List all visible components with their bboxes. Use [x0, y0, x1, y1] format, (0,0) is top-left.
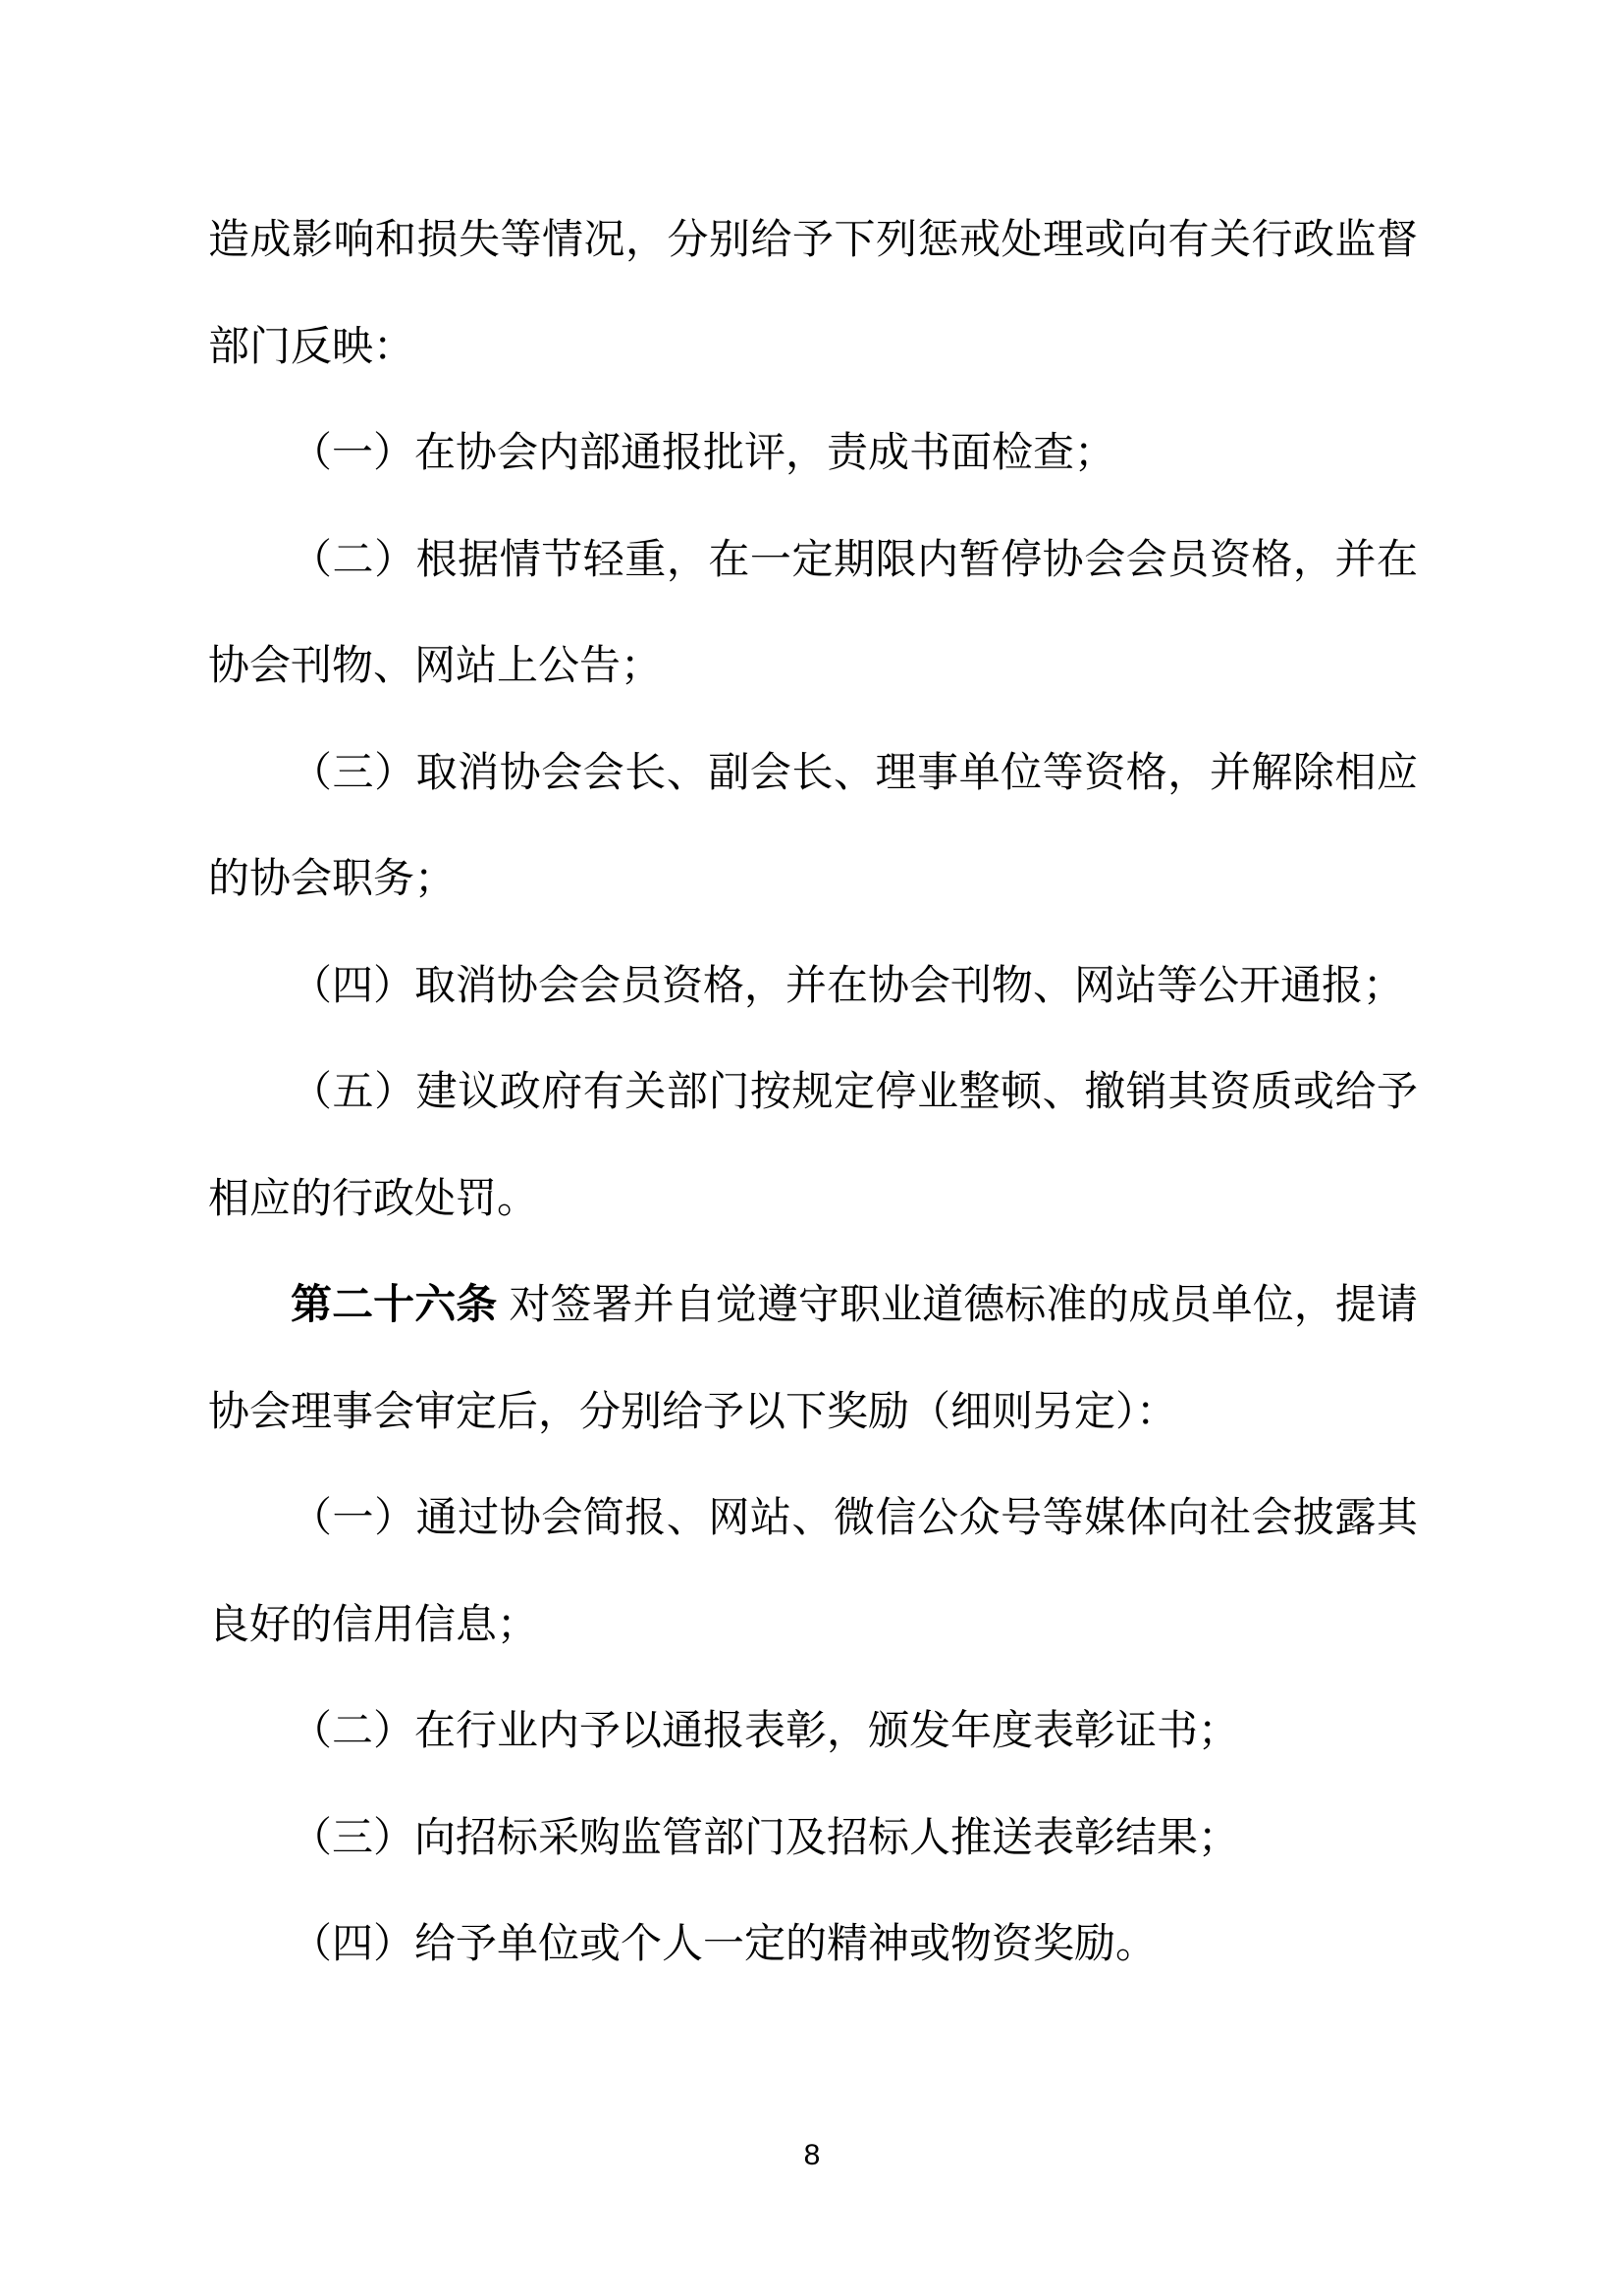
text-line: 协会理事会审定后，分别给予以下奖励（细则另定）：	[208, 1387, 1178, 1434]
article-text: 对签署并自觉遵守职业道德标准的成员单位，提请	[509, 1281, 1418, 1327]
list-item: （三）向招标采购监管部门及招标人推送表彰结果；	[291, 1813, 1240, 1860]
list-item: （一）通过协会简报、网站、微信公众号等媒体向社会披露其	[291, 1494, 1418, 1540]
list-item: （五）建议政府有关部门按规定停业整顿、撤销其资质或给予	[291, 1068, 1418, 1114]
article-line	[208, 1252, 1418, 1359]
text-line: 相应的行政处罚。	[208, 1174, 539, 1221]
text-line: 的协会职务；	[208, 855, 457, 901]
text-line: 良好的信用信息；	[208, 1600, 539, 1647]
text-line: 造成影响和损失等情况，分别给予下列惩戒处理或向有关行政监督	[208, 216, 1418, 262]
list-item: （一）在协会内部通报批评，责成书面检查；	[291, 429, 1116, 475]
article-number: 第二十六条	[291, 1281, 498, 1327]
list-item: （二）根据情节轻重，在一定期限内暂停协会会员资格，并在	[291, 535, 1418, 582]
list-item: （四）给予单位或个人一定的精神或物资奖励。	[291, 1920, 1158, 1966]
text-line: 协会刊物、网站上公告；	[208, 642, 663, 688]
list-item: （二）在行业内予以通报表彰，颁发年度表彰证书；	[291, 1707, 1240, 1753]
list-item: （三）取消协会会长、副会长、理事单位等资格，并解除相应	[291, 748, 1418, 795]
text-line: 部门反映：	[208, 322, 415, 369]
page-body	[208, 187, 1418, 1998]
page-number: 8	[803, 2139, 821, 2171]
list-item: （四）取消协会会员资格，并在协会刊物、网站等公开通报；	[291, 961, 1405, 1008]
